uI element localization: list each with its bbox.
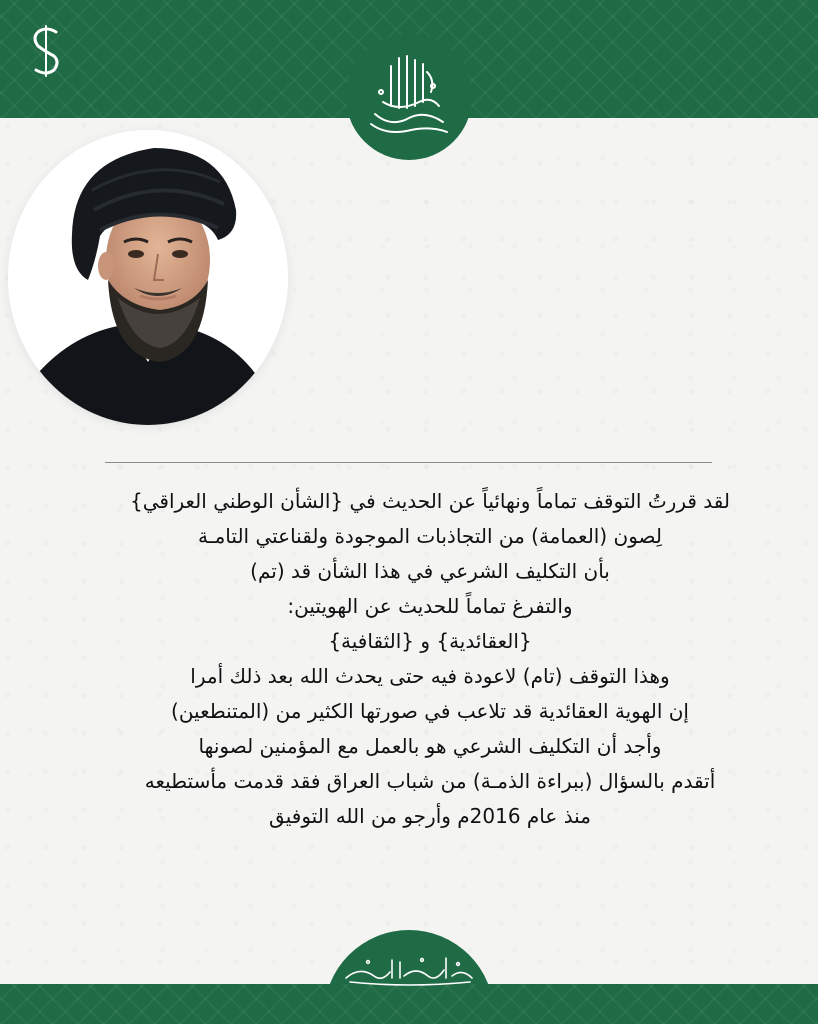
statement-line: {العقائدية} و {الثقافية} (328, 629, 532, 653)
statement-line: منذ عام 2016م وأرجو من الله التوفيق (269, 804, 591, 828)
statement-line: والتفرغ تماماً للحديث عن الهويتين: (287, 594, 573, 618)
statement-line: وهذا التوقف (تام) لاعودة فيه حتى يحدث الله بعد ذلك أمرا (190, 664, 670, 688)
basmala-calligraphy-icon (361, 52, 457, 140)
statement-line: بأن التكليف الشرعي في هذا الشأن قد (تم) (250, 559, 610, 583)
cleric-portrait-icon (8, 130, 288, 425)
statement-text (80, 484, 780, 834)
statement-line: لِصون (العمامة) من التجاذبات الموجودة ولقناعتي التامـة (198, 524, 662, 548)
statement-line: إن الهوية العقائدية قد تلاعب في صورتها الكثير من (المتنطعين) (171, 699, 689, 723)
stylized-s-logo-icon (26, 24, 66, 78)
statement-line: لقد قررتُ التوقف تماماً ونهائياً عن الحديث في {الشأن الوطني العراقي} (129, 489, 730, 513)
statement-line: أتقدم بالسؤال (ببراءة الذمـة) من شباب العراق فقد قدمت مأستطيعه (144, 769, 716, 793)
footer-band (0, 984, 818, 1024)
signature-calligraphy-icon (340, 952, 478, 988)
statement-line: وأجد أن التكليف الشرعي هو بالعمل مع المؤمنين لصونها (198, 734, 662, 758)
section-divider (105, 462, 712, 463)
portrait-frame (8, 130, 288, 425)
